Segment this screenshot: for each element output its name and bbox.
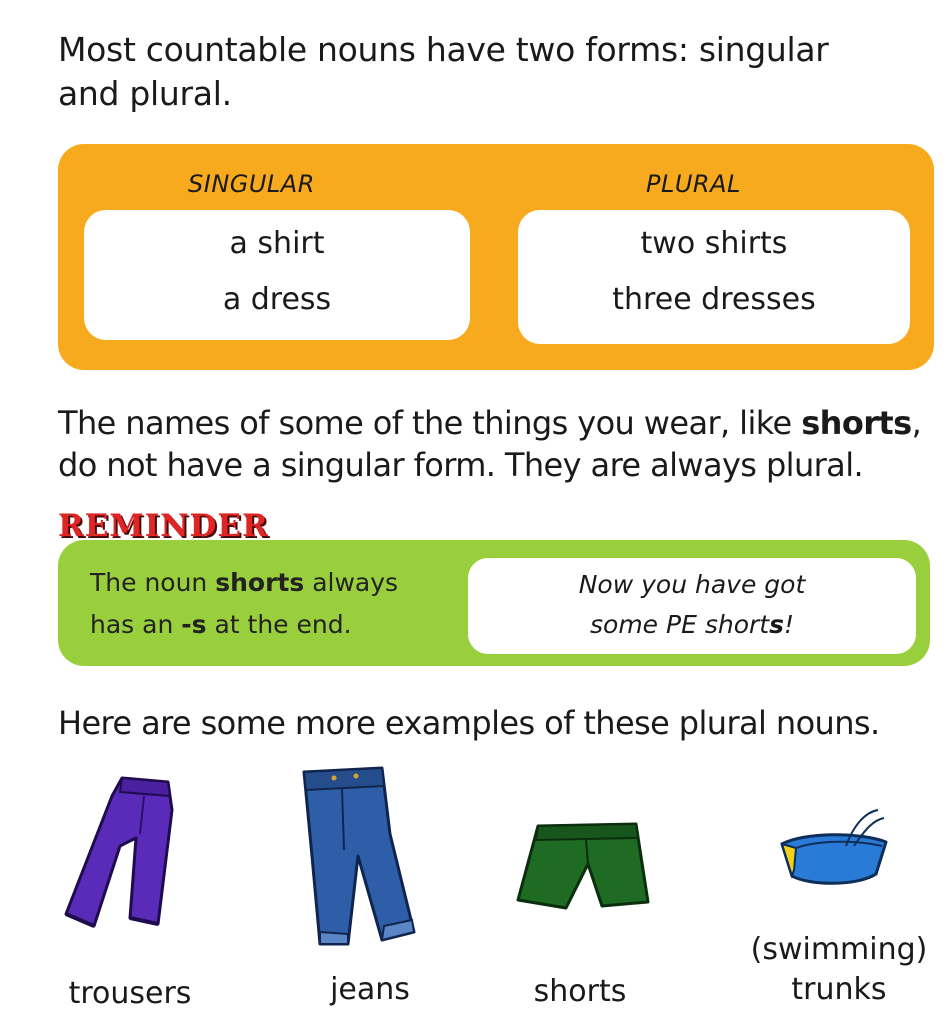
trunks-label-line-1: (swimming) [750,932,928,967]
example-text-part: some PE short [590,610,770,639]
plural-card [518,210,910,344]
intro-line-2: and plural. [58,74,232,113]
singular-header: SINGULAR [188,170,315,198]
trousers-icon [64,774,176,934]
reminder-title: REMINDER [58,508,269,544]
intro-text [58,28,918,116]
jeans-label: jeans [330,972,410,1007]
paragraph2-text: The names of some of the things you wear, like [58,404,802,442]
reminder-text-part: has an [90,610,182,639]
swimming-trunks-icon [774,804,892,888]
reminder-text-part: always [304,568,399,597]
examples-intro: Here are some more examples of these plural nouns. [58,704,880,742]
example-bold-s: s [769,610,784,639]
reminder-line-1 [90,562,398,604]
singular-card [84,210,470,340]
reminder-example-card [468,558,916,654]
example-text-part: ! [783,610,794,639]
reminder-bold-s: -s [181,610,207,639]
example-line-2 [468,610,916,639]
plural-example-1: two shirts [640,226,788,261]
trousers-label: trousers [68,976,192,1011]
reminder-text-part: at the end. [206,610,352,639]
paragraph2-comma: , [911,404,922,442]
jeans-icon [298,764,420,950]
plural-example-2: three dresses [612,282,816,317]
intro-line-1: Most countable nouns have two forms: singular [58,30,829,69]
paragraph2-line-1 [58,402,938,444]
singular-example-1: a shirt [229,226,325,261]
singular-example-2: a dress [222,282,332,317]
plural-only-paragraph [58,402,938,486]
plural-header: PLURAL [646,170,741,198]
shorts-label: shorts [533,974,627,1009]
paragraph2-line-2: do not have a singular form. They are always plural. [58,446,864,484]
reminder-text [90,562,398,646]
reminder-bold-shorts: shorts [215,568,305,597]
example-line-1: Now you have got [578,570,806,599]
reminder-line-2 [90,604,398,646]
reminder-text-part: The noun [90,568,216,597]
shorts-bold: shorts [801,404,912,442]
trunks-label-line-2: trunks [791,972,887,1007]
shorts-icon [516,820,650,910]
